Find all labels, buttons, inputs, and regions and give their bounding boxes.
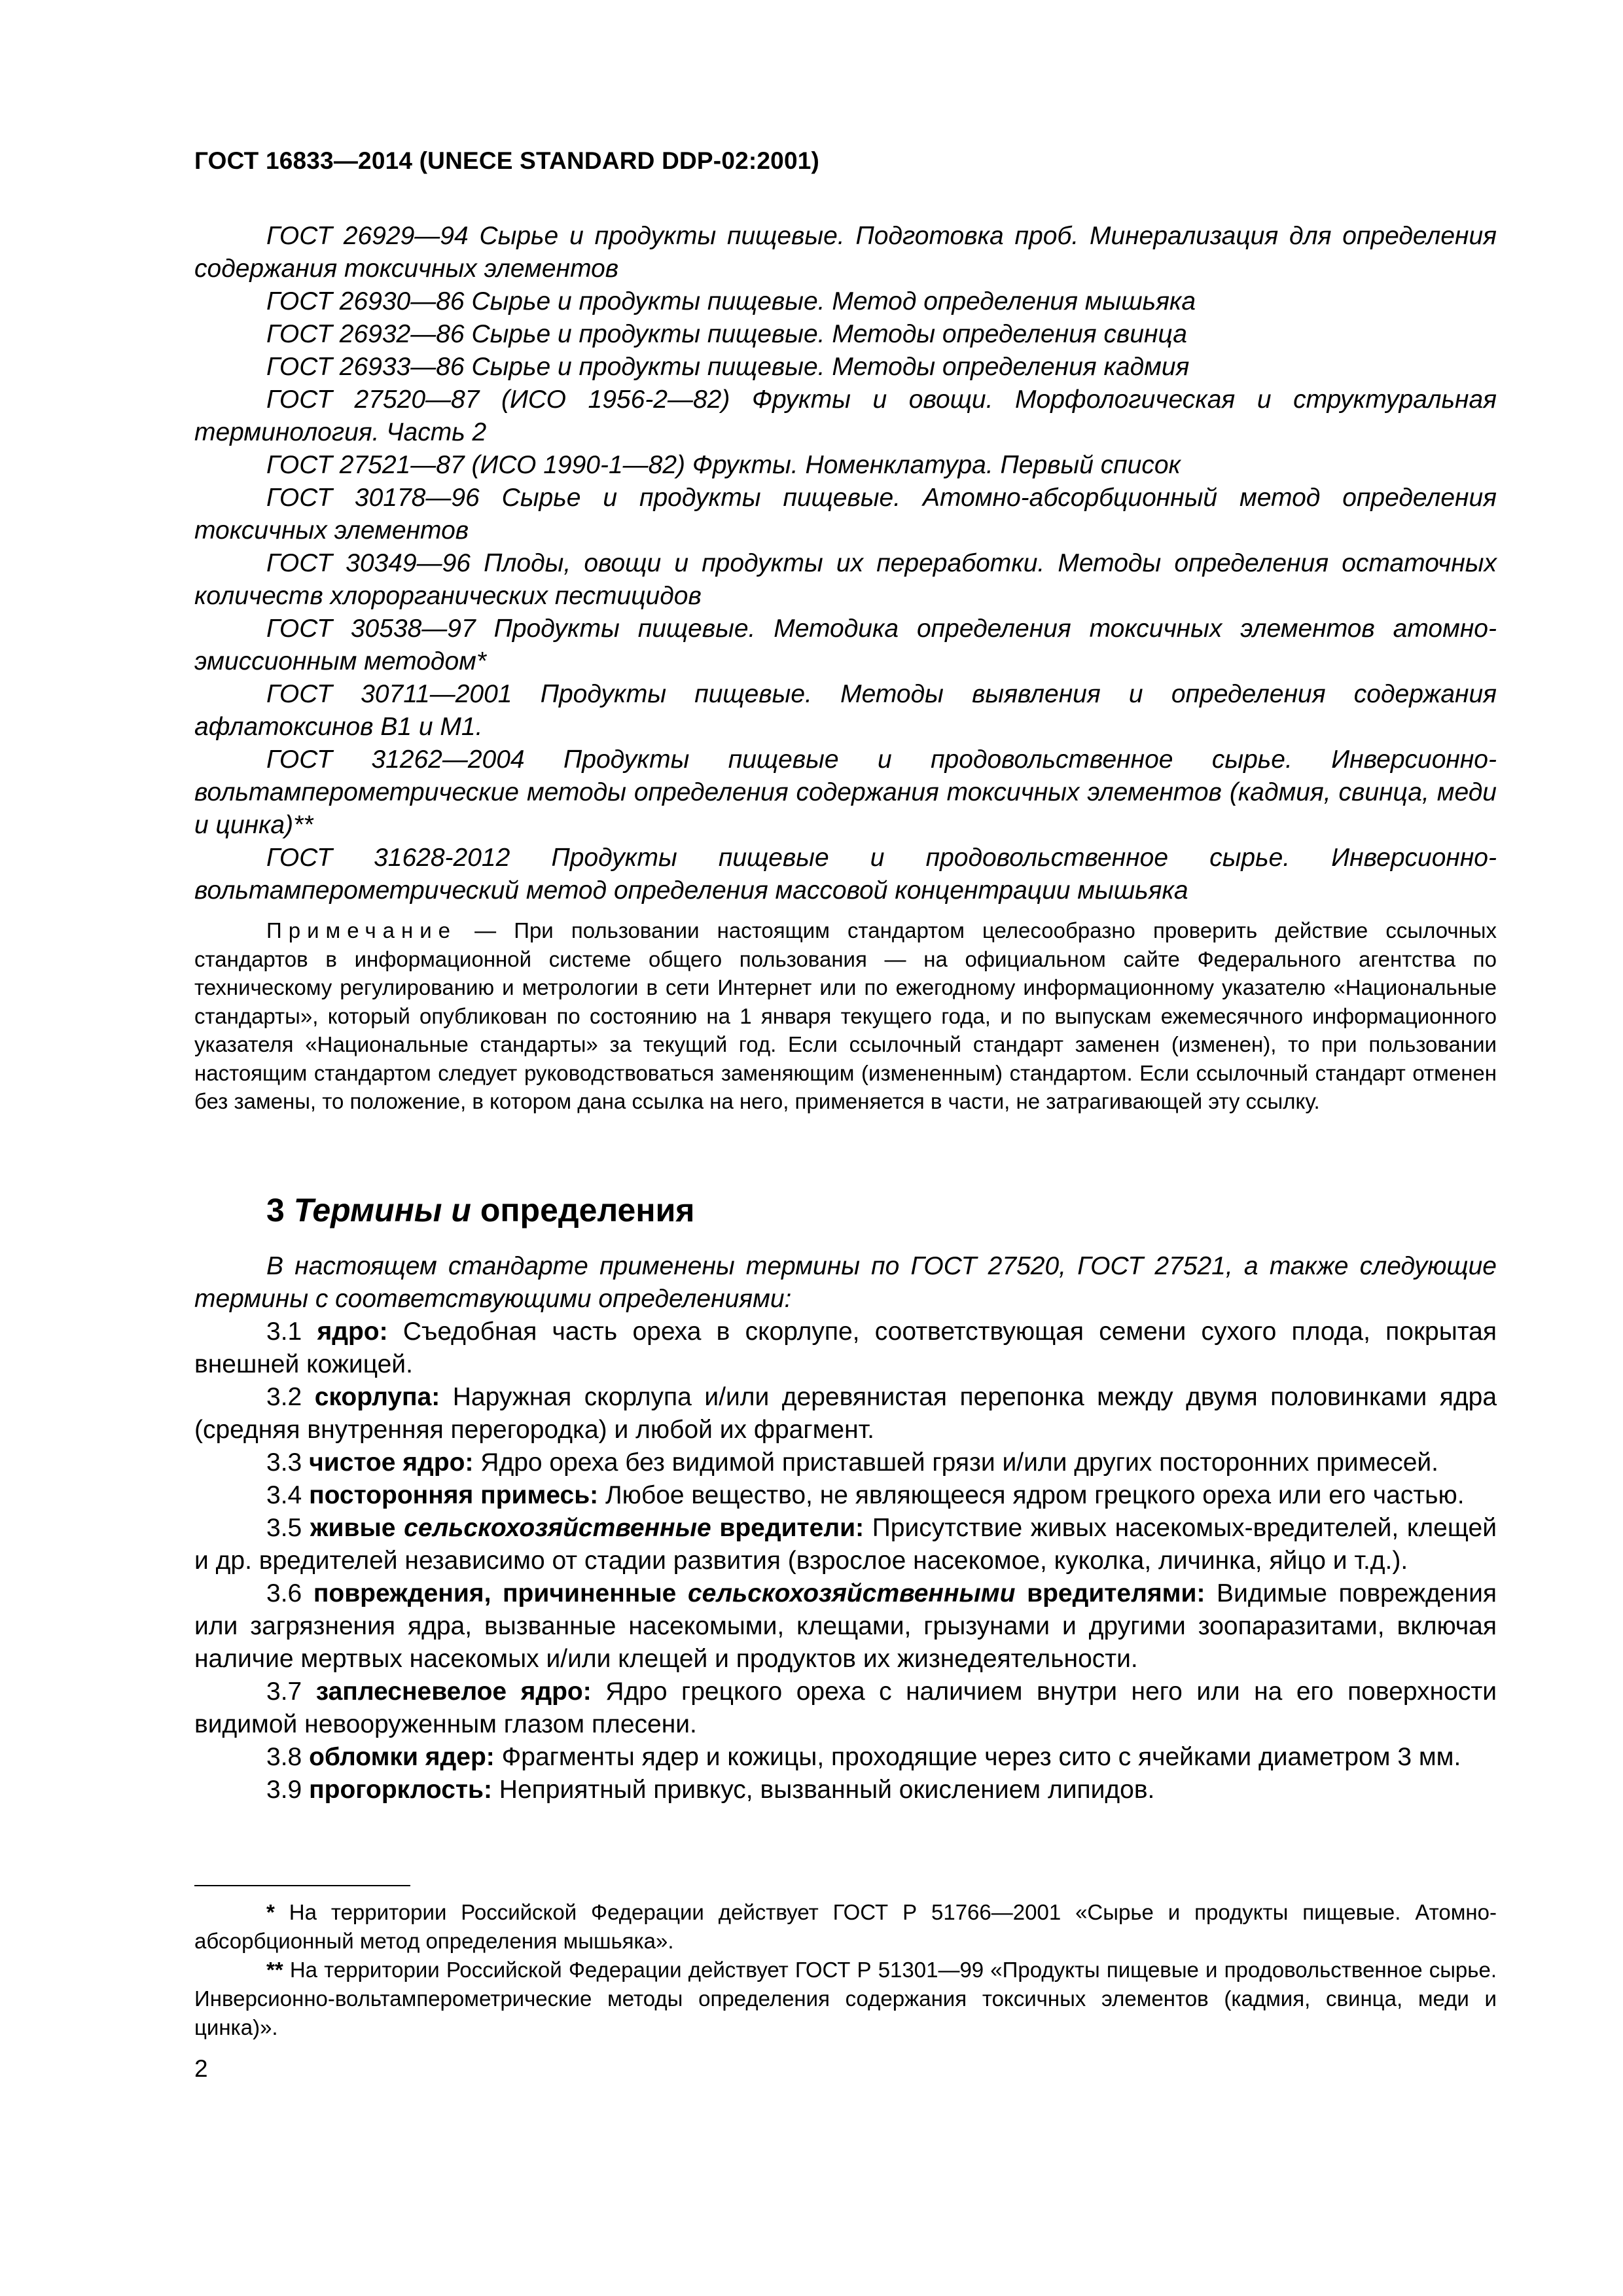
reference-item: ГОСТ 26932—86 Сырье и продукты пищевые. Методы определения свинца bbox=[266, 320, 1187, 348]
term-number: 3.4 bbox=[266, 1481, 310, 1509]
section-number: 3 bbox=[266, 1192, 285, 1229]
term-number: 3.7 bbox=[266, 1677, 316, 1706]
section-title-rest: определения bbox=[471, 1192, 695, 1229]
note-paragraph bbox=[194, 916, 1497, 1116]
term-item bbox=[194, 1316, 1497, 1381]
terms-intro: В настоящем стандарте применены термины по ГОСТ 27520, ГОСТ 27521, а также следующие термины с соответствующими определениями: bbox=[194, 1252, 1497, 1313]
term-number: 3.5 bbox=[266, 1514, 310, 1542]
term-name-part: вредителями: bbox=[1015, 1579, 1205, 1607]
term-item bbox=[194, 1381, 1497, 1446]
term-name-part: вредители: bbox=[711, 1514, 865, 1542]
term-definition: Фрагменты ядер и кожицы, проходящие через сито с ячейками диаметром 3 мм. bbox=[494, 1743, 1461, 1771]
term-item bbox=[194, 1577, 1497, 1676]
page-number: 2 bbox=[194, 2055, 208, 2082]
footnote-text: На территории Российской Федерации действует ГОСТ Р 51766—2001 «Сырье и продукты пищевые. Атомно-абсорбционный метод определения мышьяка». bbox=[194, 1900, 1497, 1953]
reference-item: ГОСТ 30711—2001 Продукты пищевые. Методы выявления и определения содержания афлатоксинов В1 и М1. bbox=[194, 680, 1497, 741]
term-number: 3.9 bbox=[266, 1776, 310, 1804]
term-name: посторонняя примесь: bbox=[309, 1481, 599, 1509]
term-number: 3.6 bbox=[266, 1579, 313, 1607]
term-number: 3.3 bbox=[266, 1448, 310, 1477]
term-definition: Неприятный привкус, вызванный окислением липидов. bbox=[491, 1776, 1155, 1804]
term-item bbox=[194, 1512, 1497, 1577]
term-name-italic: сельскохозяйственными bbox=[687, 1579, 1016, 1607]
page-header-title: ГОСТ 16833—2014 (UNECE STANDARD DDP-02:2001) bbox=[194, 147, 820, 174]
footnotes bbox=[194, 1898, 1497, 2042]
footnote-divider bbox=[194, 1885, 410, 1886]
section-title bbox=[266, 1191, 694, 1229]
term-item bbox=[194, 1479, 1497, 1512]
term-name bbox=[310, 1514, 864, 1542]
reference-item: ГОСТ 26930—86 Сырье и продукты пищевые. Метод определения мышьяка bbox=[266, 287, 1196, 315]
term-name-part: живые bbox=[310, 1514, 404, 1542]
term-item bbox=[194, 1446, 1497, 1479]
term-name: скорлупа: bbox=[314, 1383, 440, 1411]
footnote-mark: * bbox=[266, 1900, 275, 1924]
term-name: заплесневелое ядро: bbox=[315, 1677, 592, 1706]
reference-item: ГОСТ 30349—96 Плоды, овощи и продукты их переработки. Методы определения остаточных количеств хлорорганических пестицидов bbox=[194, 549, 1497, 610]
term-name-part: повреждения, причиненные bbox=[313, 1579, 688, 1607]
term-name: прогорклость: bbox=[309, 1776, 492, 1804]
reference-item: ГОСТ 31262—2004 Продукты пищевые и продовольственное сырье. Инверсионно-вольтамперометрические методы определения содержания токсичных элементов (кадмия, свинца, меди и цинка)** bbox=[194, 745, 1497, 839]
reference-item: ГОСТ 26933—86 Сырье и продукты пищевые. Методы определения кадмия bbox=[266, 353, 1190, 381]
term-name: чистое ядро: bbox=[309, 1448, 474, 1477]
term-name: ядро: bbox=[317, 1318, 388, 1346]
normative-references-list bbox=[194, 220, 1497, 907]
footnote-mark: ** bbox=[266, 1958, 283, 1982]
term-name: обломки ядер: bbox=[309, 1743, 495, 1771]
term-definition: Ядро грецкого ореха с наличием внутри него или на его поверхности видимой невооруженным глазом плесени. bbox=[194, 1677, 1497, 1738]
term-definition: Любое вещество, не являющееся ядром грецкого ореха или его частью. bbox=[598, 1481, 1465, 1509]
term-item bbox=[194, 1774, 1497, 1806]
term-name-italic: сельскохозяйственные bbox=[404, 1514, 711, 1542]
term-name bbox=[313, 1579, 1205, 1607]
terms-list bbox=[194, 1250, 1497, 1806]
term-item bbox=[194, 1676, 1497, 1741]
term-number: 3.2 bbox=[266, 1383, 315, 1411]
note-label: Примечание bbox=[266, 918, 457, 942]
term-definition: Ядро ореха без видимой приставшей грязи и/или других посторонних примесей. bbox=[473, 1448, 1439, 1477]
term-item bbox=[194, 1741, 1497, 1774]
term-number: 3.1 bbox=[266, 1318, 317, 1346]
reference-item: ГОСТ 27521—87 (ИСО 1990-1—82) Фрукты. Номенклатура. Первый список bbox=[266, 451, 1181, 479]
term-definition: Видимые повреждения или загрязнения ядра, вызванные насекомыми, клещами, грызунами и другими зоопаразитами, включая наличие мертвых насекомых и/или клещей и продуктов их жизнедеятельности. bbox=[194, 1579, 1497, 1673]
footnote bbox=[194, 1956, 1497, 2042]
section-title-italic: Термины и bbox=[293, 1192, 471, 1229]
reference-item: ГОСТ 30178—96 Сырье и продукты пищевые. Атомно-абсорбционный метод определения токсичных элементов bbox=[194, 484, 1497, 545]
reference-item: ГОСТ 31628-2012 Продукты пищевые и продовольственное сырье. Инверсионно-вольтамперометрический метод определения массовой концентрации мышьяка bbox=[194, 844, 1497, 905]
footnote-text: На территории Российской Федерации действует ГОСТ Р 51301—99 «Продукты пищевые и продовольственное сырье. Инверсионно-вольтамперометрические методы определения содержания токсичных элементов (кадмия, свинца, меди и цинка)». bbox=[194, 1958, 1497, 2039]
reference-item: ГОСТ 27520—87 (ИСО 1956-2—82) Фрукты и овощи. Морфологическая и структуральная терминология. Часть 2 bbox=[194, 386, 1497, 446]
term-definition: Наружная скорлупа и/или деревянистая перепонка между двумя половинками ядра (средняя внутренняя перегородка) и любой их фрагмент. bbox=[194, 1383, 1497, 1444]
term-definition: Съедобная часть ореха в скорлупе, соответствующая семени сухого плода, покрытая внешней кожицей. bbox=[194, 1318, 1497, 1378]
reference-item: ГОСТ 26929—94 Сырье и продукты пищевые. Подготовка проб. Минерализация для определения содержания токсичных элементов bbox=[194, 222, 1497, 283]
term-definition: Присутствие живых насекомых-вредителей, клещей и др. вредителей независимо от стадии развития (взрослое насекомое, куколка, личинка, яйцо и т.д.). bbox=[194, 1514, 1497, 1575]
footnote bbox=[194, 1898, 1497, 1956]
term-number: 3.8 bbox=[266, 1743, 310, 1771]
reference-item: ГОСТ 30538—97 Продукты пищевые. Методика определения токсичных элементов атомно-эмиссионным методом* bbox=[194, 615, 1497, 675]
note-text: — При пользовании настоящим стандартом целесообразно проверить действие ссылочных стандартов в информационной системе общего пользования — на официальном сайте Федерального агентства по техническому регулированию и метрологии в сети Интернет или по ежегодному информационному указателю «Национальные стандарты», который опубликован по состоянию на 1 января текущего года, и по выпускам ежемесячного информационного указателя «Национальные стандарты» за текущий год. Если ссылочный стандарт заменен (изменен), то при пользовании настоящим стандартом следует руководствоваться заменяющим (измененным) стандартом. Если ссылочный стандарт отменен без замены, то положение, в котором дана ссылка на него, применяется в части, не затрагивающей эту ссылку. bbox=[194, 918, 1497, 1113]
